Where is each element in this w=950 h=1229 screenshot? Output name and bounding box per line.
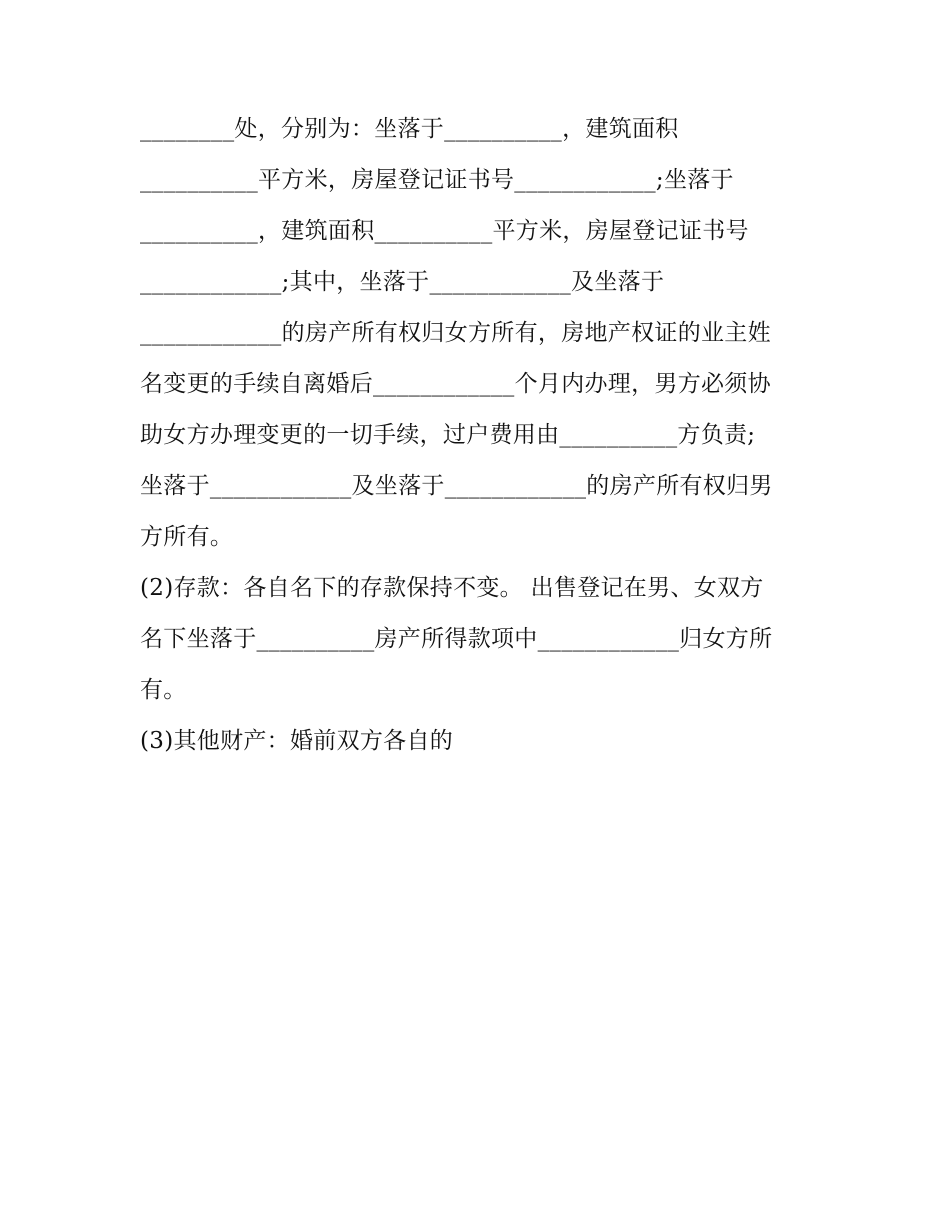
text-line-6: 名变更的手续自离婚后____________个月内办理，男方必须协: [140, 371, 771, 397]
text-line-1: ________处，分别为：坐落于__________，建筑面积: [140, 116, 679, 142]
text-line-9: 方所有。: [140, 524, 234, 550]
document-body: [140, 104, 820, 767]
text-line-5: ____________的房产所有权归女方所有，房地产权证的业主姓: [140, 320, 771, 346]
text-line-11: 名下坐落于__________房产所得款项中____________归女方所: [140, 626, 773, 652]
text-line-7: 助女方办理变更的一切手续，过户费用由__________方负责;: [140, 422, 756, 448]
text-line-13: (3)其他财产：婚前双方各自的: [140, 728, 454, 754]
text-line-12: 有。: [140, 677, 187, 703]
text-line-3: __________，建筑面积__________平方米，房屋登记证书号: [140, 218, 749, 244]
text-line-8: 坐落于____________及坐落于____________的房产所有权归男: [140, 473, 773, 499]
text-line-10: (2)存款：各自名下的存款保持不变。 出售登记在男、女双方: [140, 575, 764, 601]
text-line-2: __________平方米，房屋登记证书号____________;坐落于: [140, 167, 734, 193]
text-line-4: ____________;其中，坐落于____________及坐落于: [140, 269, 665, 295]
